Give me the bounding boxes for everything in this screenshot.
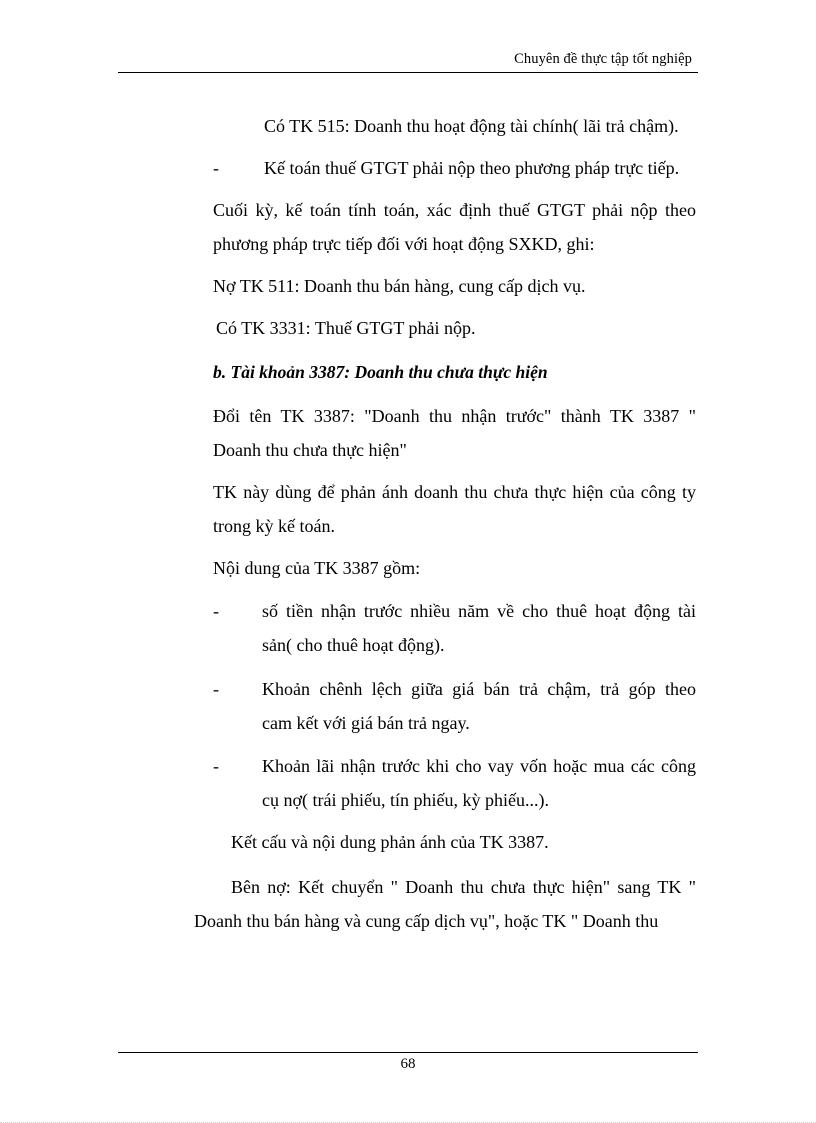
header-title: Chuyên đề thực tập tốt nghiệp — [514, 51, 692, 67]
no-tk-511-line: Nợ TK 511: Doanh thu bán hàng, cung cấp dịch vụ. — [213, 276, 586, 296]
rename-line-2: Doanh thu chưa thực hiện" — [213, 440, 407, 460]
item2-line-1: Khoản chênh lệch giữa giá bán trả chậm, trả góp theo — [262, 679, 696, 699]
item3-line-2: cụ nợ( trái phiếu, tín phiếu, kỳ phiếu...). — [262, 790, 549, 810]
bullet-dash: - — [213, 158, 219, 178]
usage-line-2: trong kỳ kế toán. — [213, 516, 335, 536]
bullet-dash: - — [213, 601, 219, 621]
content-intro: Nội dung của TK 3387 gồm: — [213, 558, 421, 578]
item1-line-2: sản( cho thuê hoạt động). — [262, 635, 445, 655]
structure-line: Kết cấu và nội dung phản ánh của TK 3387. — [231, 832, 549, 852]
rename-line-1: Đổi tên TK 3387: "Doanh thu nhận trước" thành TK 3387 " — [213, 406, 696, 426]
co-tk-3331-line: Có TK 3331: Thuế GTGT phải nộp. — [216, 318, 476, 338]
co-tk-515-line: Có TK 515: Doanh thu hoạt động tài chính( lãi trả chậm). — [264, 116, 679, 136]
bullet-dash: - — [213, 679, 219, 699]
item2-line-2: cam kết với giá bán trả ngay. — [262, 713, 470, 733]
vat-direct-line: Kế toán thuế GTGT phải nộp theo phương pháp trực tiếp. — [264, 158, 680, 178]
item3-line-1: Khoản lãi nhận trước khi cho vay vốn hoặc mua các công — [262, 756, 696, 776]
period-end-line-1: Cuối kỳ, kế toán tính toán, xác định thuế GTGT phải nộp theo — [213, 200, 696, 220]
debit-line-2: Doanh thu bán hàng và cung cấp dịch vụ", hoặc TK " Doanh thu — [194, 911, 659, 931]
period-end-line-2: phương pháp trực tiếp đối với hoạt động SXKD, ghi: — [213, 234, 595, 254]
page-number: 68 — [400, 1056, 416, 1072]
debit-line-1: Bên nợ: Kết chuyển " Doanh thu chưa thực hiện" sang TK " — [231, 877, 696, 897]
section-heading-b: b. Tài khoản 3387: Doanh thu chưa thực hiện — [213, 362, 548, 382]
header-rule — [118, 72, 698, 73]
footer-rule — [118, 1052, 698, 1053]
bullet-dash: - — [213, 756, 219, 776]
item1-line-1: số tiền nhận trước nhiều năm về cho thuê hoạt động tài — [262, 601, 696, 621]
usage-line-1: TK này dùng để phản ánh doanh thu chưa thực hiện của công ty — [213, 482, 696, 502]
